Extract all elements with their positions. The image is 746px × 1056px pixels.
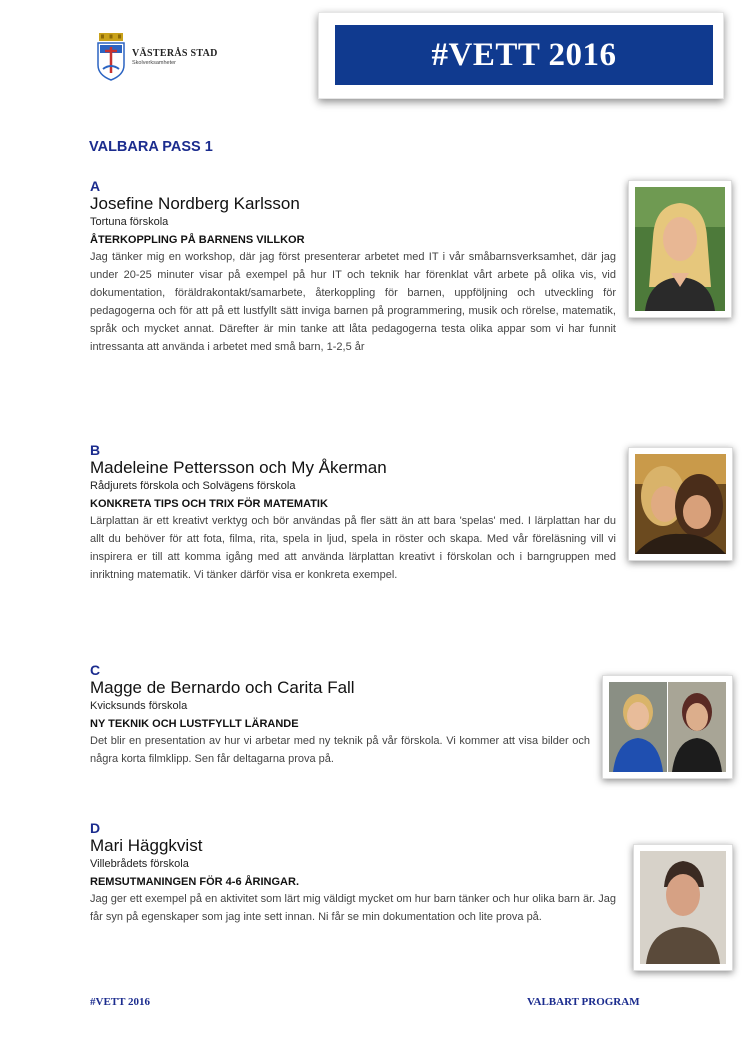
footer-program-label: VALBART PROGRAM: [527, 996, 640, 1008]
logo-subtitle: Skolverksamheter: [132, 60, 177, 66]
entry-letter: A: [90, 178, 101, 194]
city-crest-icon: [96, 33, 126, 81]
session-description: Jag tänker mig en workshop, där jag först presenterar arbetet med IT i vår småbarnsverksamhet, där jag under 20-25 minuter visar på exempel på hur IT och teknik har förenklat vårt arbete på olika vis, vid dokumentation, föräldrakontakt/samarbete, återkoppling för barnen, uppföljning och utveckling för pedagogerna och för att på ett lustfyllt sätt inviga barnen på programmering, musik och rörelse, matematik, språk och mycket annat. Därefter är min tanke att låta pedagogerna testa olika appar som vi har funnit intressanta att använda i arbetet med små barn, 1-2,5 år: [90, 251, 616, 353]
session-description: Jag ger ett exempel på en aktivitet som lärt mig väldigt mycket om hur barn tänker och hur olika barn är. Jag får syn på egenskaper som jag inte sett innan. Ni får se min dokumentation och lite prova på.: [90, 893, 616, 923]
speaker-photo-a: [628, 180, 732, 318]
banner-title: #VETT 2016: [431, 36, 617, 73]
session-description: Det blir en presentation av hur vi arbetar med ny teknik på vår förskola. Vi kommer att visa bilder och några korta filmklipp. Sen får deltagarna prova på.: [90, 735, 590, 765]
session-topic: NY TEKNIK OCH LUSTFYLLT LÄRANDE: [90, 718, 299, 730]
speaker-organization: Rådjurets förskola och Solvägens förskola: [90, 480, 296, 492]
session-entry-b: [90, 442, 616, 584]
entry-letter: B: [90, 442, 101, 458]
session-entry-c: [90, 662, 590, 768]
speaker-photo-c: [602, 675, 733, 779]
speaker-photo-b: [628, 447, 733, 561]
session-topic: REMSUTMANINGEN FÖR 4-6 ÅRINGAR.: [90, 876, 300, 888]
portrait-image: [609, 682, 726, 772]
speaker-organization: Kvicksunds förskola: [90, 700, 188, 712]
speaker-name: Madeleine Pettersson och My Åkerman: [90, 458, 387, 477]
speaker-name: Magge de Bernardo och Carita Fall: [90, 678, 355, 697]
speaker-organization: Villebrådets förskola: [90, 858, 189, 870]
portrait-image: [640, 851, 726, 964]
session-entry-d: [90, 820, 616, 926]
session-entry-a: [90, 178, 616, 356]
speaker-name: Josefine Nordberg Karlsson: [90, 194, 300, 213]
speaker-name: Mari Häggkvist: [90, 836, 203, 855]
vasteras-logo: [96, 33, 218, 81]
session-description: Lärplattan är ett kreativt verktyg och bör användas på fler sätt än att bara 'spelas' med. I lärplattan har du allt du behöver för att fota, filma, rita, spela in ljud, spela in röster och skapa. Med vår föreläsning vill vi inspirera er till att komma igång med att använda lärplattan kreativt i förskolan och i barngruppen med inriktning matematik. Vi tänker därför visa er konkreta exempel.: [90, 515, 616, 581]
title-banner: [318, 12, 724, 99]
footer-event-name: #VETT 2016: [90, 996, 151, 1008]
portrait-image: [635, 454, 726, 554]
speaker-organization: Tortuna förskola: [90, 216, 169, 228]
section-title: VALBARA PASS 1: [89, 139, 213, 155]
logo-name: VÄSTERÅS STAD: [132, 48, 218, 59]
entry-letter: C: [90, 662, 101, 678]
portrait-image: [635, 187, 725, 311]
session-topic: ÅTERKOPPLING PÅ BARNENS VILLKOR: [90, 234, 305, 246]
session-topic: KONKRETA TIPS OCH TRIX FÖR MATEMATIK: [90, 498, 328, 510]
entry-letter: D: [90, 820, 101, 836]
banner-fill: [335, 25, 713, 85]
speaker-photo-d: [633, 844, 733, 971]
